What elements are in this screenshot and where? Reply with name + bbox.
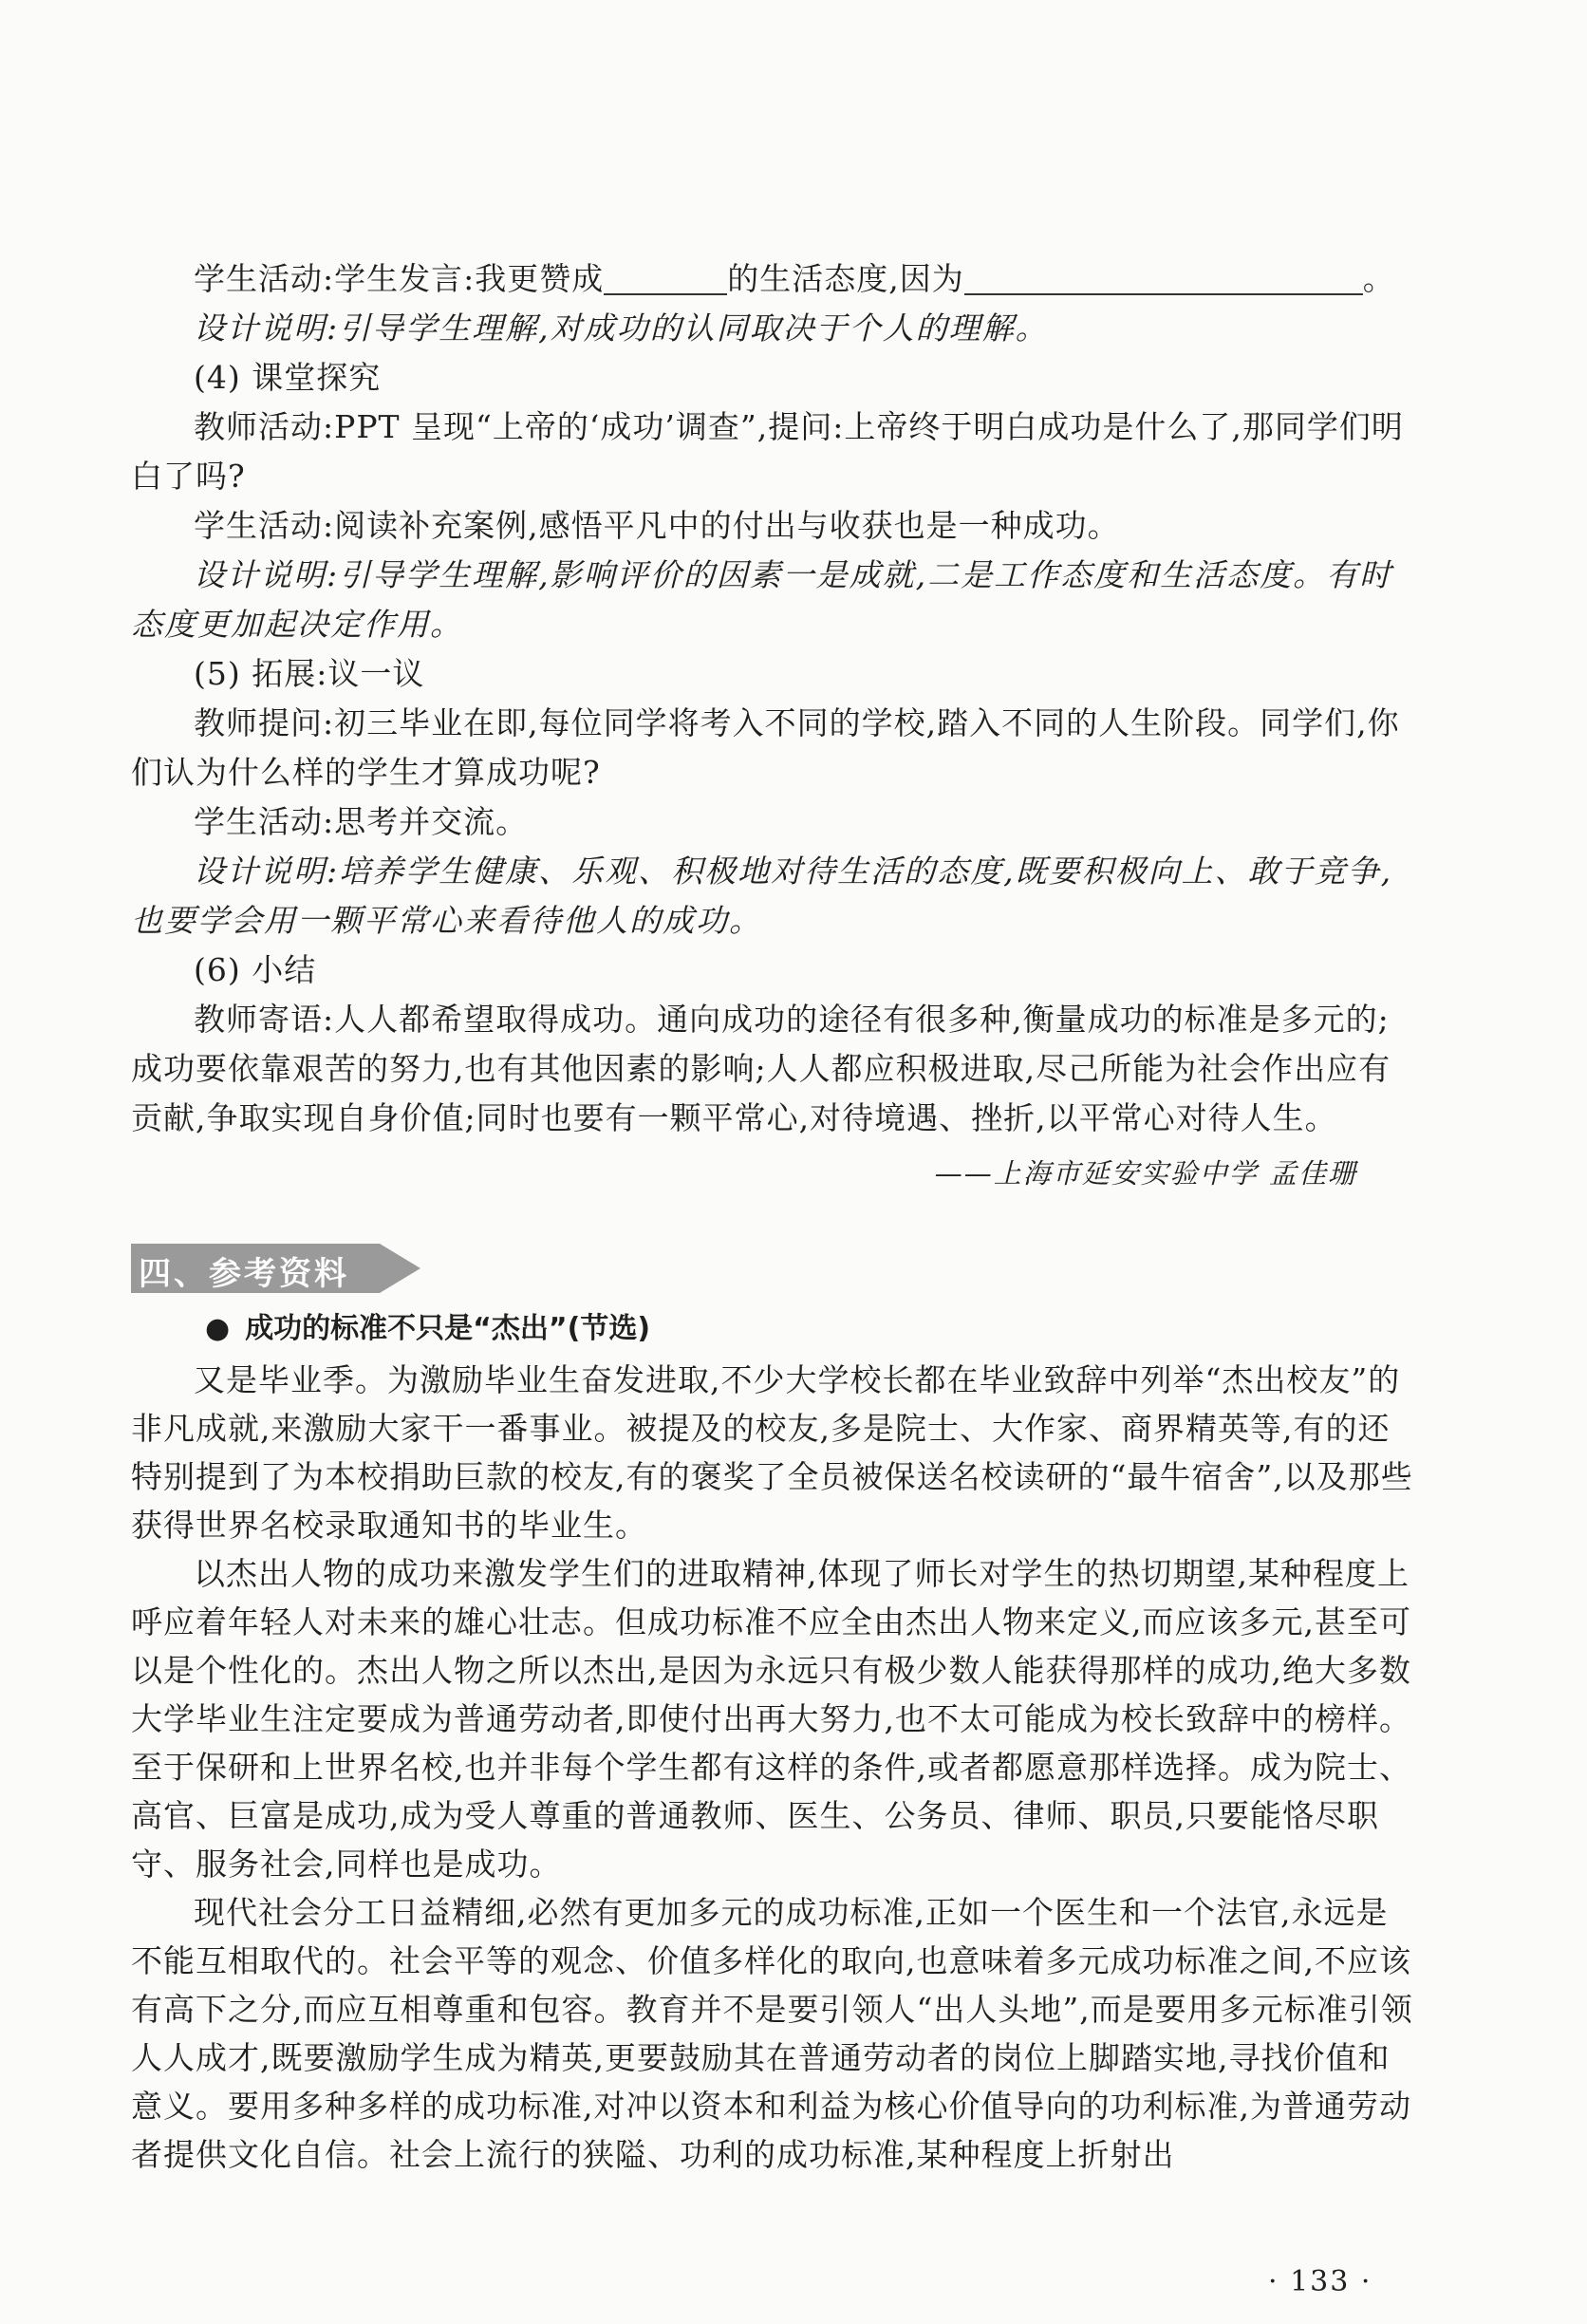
design-note: 设计说明:培养学生健康、乐观、积极地对待生活的态度,既要积极向上、敢于竞争,也要学会用一颗平常心来看待他人的成功。	[131, 853, 1393, 939]
reference-paragraph: 现代社会分工日益精细,必然有更加多元的成功标准,正如一个医生和一个法官,永远是不能互相取代的。社会平等的观念、价值多样化的取向,也意味着多元成功标准之间,不应该有高下之分,而应互相尊重和包容。教育并不是要引领人“出人头地”,而是要用多元标准引领人人成才,既要激励学生成为精英,更要鼓励其在普通劳动者的岗位上脚踏实地,寻找价值和意义。要用多种多样的成功标准,对冲以资本和利益为核心价值导向的功利标准,为普通劳动者提供文化自信。社会上流行的狭隘、功利的成功标准,某种程度上折射出	[131, 1894, 1413, 2173]
answer-blank	[604, 261, 727, 295]
reference-material	[131, 1306, 1414, 2179]
author-signature: ——上海市延安实验中学 孟佳珊	[934, 1157, 1357, 1190]
period: 。	[1362, 260, 1395, 297]
design-note: 设计说明:引导学生理解,对成功的认同取决于个人的理解。	[194, 309, 1049, 347]
student-activity-text: 学生活动:学生发言:我更赞成	[194, 260, 605, 297]
reference-title-text: 成功的标准不只是“杰出”(节选)	[245, 1312, 651, 1345]
section-banner	[131, 1244, 420, 1293]
design-note: 设计说明:引导学生理解,影响评价的因素一是成就,二是工作态度和生活态度。有时态度更加起决定作用。	[131, 556, 1393, 643]
page-number: · 133 ·	[1268, 2265, 1372, 2298]
reference-paragraph: 又是毕业季。为激励毕业生奋发进取,不少大学校长都在毕业致辞中列举“杰出校友”的非凡成就,来激励大家干一番事业。被提及的校友,多是院士、大作家、商界精英等,有的还特别提到了为本校捐助巨款的校友,有的褒奖了全员被保送名校读研的“最牛宿舍”,以及那些获得世界名校录取通知书的毕业生。	[131, 1361, 1413, 1544]
answer-blank-long	[964, 261, 1363, 295]
student-activity: 学生活动:思考并交流。	[194, 803, 529, 840]
step-heading-6: (6) 小结	[194, 951, 317, 988]
teacher-activity: 教师活动:PPT 呈现“上帝的‘成功’调查”,提问:上帝终于明白成功是什么了,那同学们明白了吗?	[131, 408, 1404, 495]
student-activity-text-2: 的生活态度,因为	[727, 260, 964, 297]
teacher-question: 教师提问:初三毕业在即,每位同学将考入不同的学校,踏入不同的人生阶段。同学们,你们认为什么样的学生才算成功呢?	[131, 704, 1400, 791]
step-heading-4: (4) 课堂探究	[194, 359, 382, 396]
student-activity-line	[131, 254, 1414, 304]
teacher-message: 教师寄语:人人都希望取得成功。通向成功的途径有很多种,衡量成功的标准是多元的;成功要依靠艰苦的努力,也有其他因素的影响;人人都应积极进取,尽己所能为社会作出应有贡献,争取实现自身价值;同时也要有一颗平常心,对待境遇、挫折,以平常心对待人生。	[131, 1001, 1391, 1136]
reference-paragraph: 以杰出人物的成功来激发学生们的进取精神,体现了师长对学生的热切期望,某种程度上呼应着年轻人对未来的雄心壮志。但成功标准不应全由杰出人物来定义,而应该多元,甚至可以是个性化的。杰出人物之所以杰出,是因为永远只有极少数人能获得那样的成功,绝大多数大学毕业生注定要成为普通劳动者,即使付出再大努力,也不太可能成为校长致辞中的榜样。至于保研和上世界名校,也并非每个学生都有这样的条件,或者都愿意那样选择。成为院士、高官、巨富是成功,成为受人尊重的普通教师、医生、公务员、律师、职员,只要能恪尽职守、服务社会,同样也是成功。	[131, 1555, 1411, 1883]
student-activity: 学生活动:阅读补充案例,感悟平凡中的付出与收获也是一种成功。	[194, 507, 1120, 544]
step-heading-5: (5) 拓展:议一议	[194, 655, 425, 692]
lesson-content	[131, 254, 1414, 1191]
bullet-icon: ●	[205, 1312, 231, 1345]
reference-title	[205, 1306, 1414, 1352]
section-title: 四、参考资料	[139, 1255, 349, 1293]
